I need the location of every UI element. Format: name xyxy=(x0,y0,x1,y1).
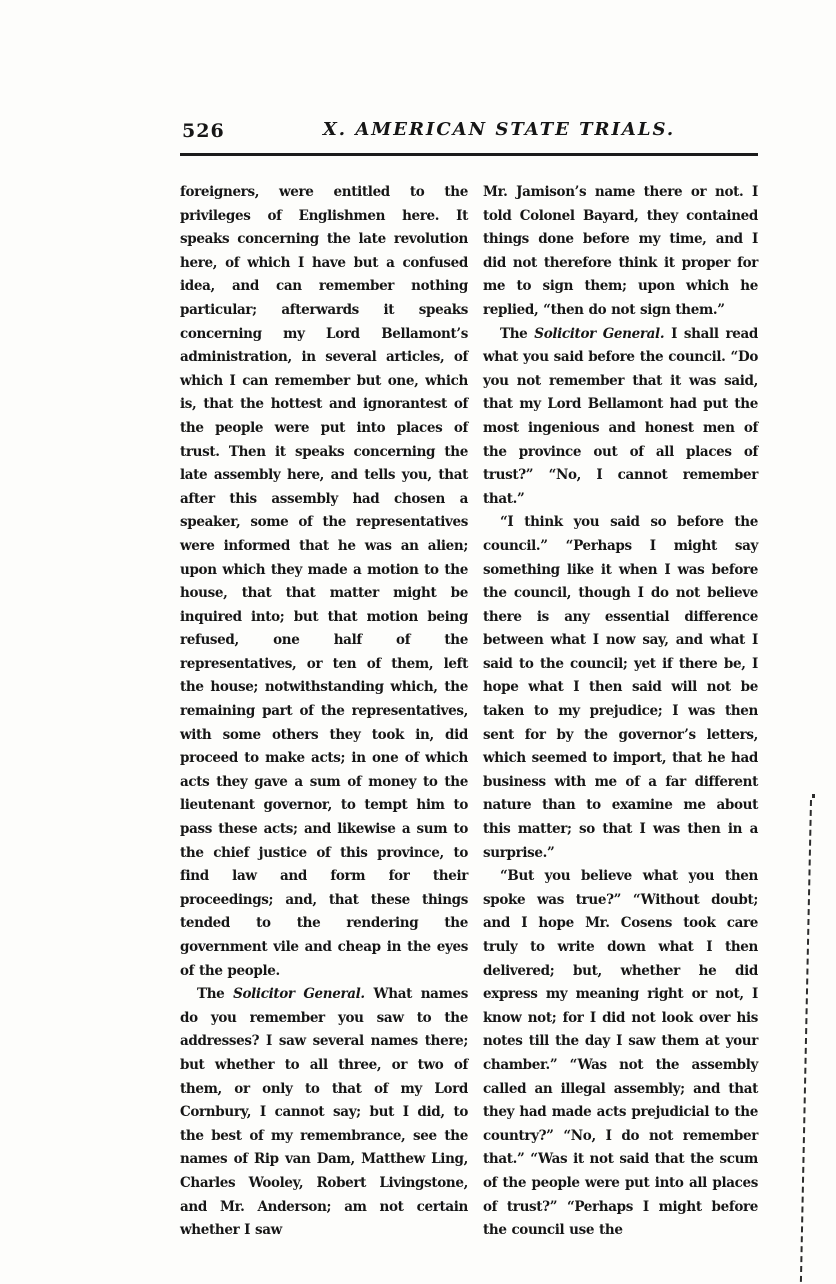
scan-edge-artifact xyxy=(800,800,812,1282)
text-columns xyxy=(180,181,758,1243)
paragraph xyxy=(483,865,758,1243)
paragraph xyxy=(180,983,468,1243)
scan-speck xyxy=(812,794,815,798)
column-right xyxy=(483,181,758,1243)
running-title: X. AMERICAN STATE TRIALS. xyxy=(322,119,676,140)
paragraph xyxy=(483,181,758,323)
body-text: I shall read what you said before the council. “Do you not remember that it was said, that my Lord Bellamont had put the most ingenious and honest men of the province out of all places of trust?” “No, I cannot remember that.” xyxy=(483,325,758,507)
body-text: The xyxy=(197,986,234,1003)
header-rule xyxy=(180,153,758,156)
body-text: “But you believe what you then spoke was true?” “Without doubt; and I hope Mr. Cosens took care truly to write down what I then delivered; but, whether he did express my meaning right or not, I know not; for I did not look over his notes till the day I saw them at your chamber.” “Was not the assembly called an illegal assembly; and that they had made acts prejudicial to the country?” “No, I do not remember that.” “Was it not said that the scum of the people were put into all places of trust?” “Perhaps I might before the council use the xyxy=(483,868,758,1239)
body-text: The xyxy=(500,325,535,342)
body-text: “I think you said so before the council.” “Perhaps I might say something like it when I was before the council, though I do not believe there is any essential difference between what I now say, and what I said to the council; yet if there be, I hope what I then said will not be taken to my prejudice; I was then sent for by the governor’s letters, which seemed to import, that he had business with me of a far different nature than to examine me about this matter; so that I was then in a surprise.” xyxy=(483,514,758,861)
speaker-name: Solicitor General. xyxy=(233,986,365,1003)
body-text: foreigners, were entitled to the privileges of Englishmen here. It speaks concerning the late revolution here, of which I have but a confused idea, and can remember nothing particular; afterwards it speaks concerning my Lord Bellamont’s administration, in several articles, of which I can remember but one, which is, that the hottest and ignorantest of the people were put into places of trust. Then it speaks concerning the late assembly here, and tells you, that after this assembly had chosen a speaker, some of the representatives were informed that he was an alien; upon which they made a motion to the house, that that matter might be inquired into; but that motion being refused, one half of the representatives, or ten of them, left the house; notwithstanding which, the remaining part of the representatives, with some others they took in, did proceed to make acts; in one of which acts they gave a sum of money to the lieutenant governor, to tempt him to pass these acts; and likewise a sum to the chief justice of this province, to find law and form for their proceedings; and, that these things tended to the rendering the government vile and cheap in the eyes of the people. xyxy=(180,184,468,979)
body-text: What names do you remember you saw to the addresses? I saw several names there; but whether to all three, or two of them, or only to that of my Lord Cornbury, I cannot say; but I did, to the best of my remembrance, see the names of Rip van Dam, Matthew Ling, Charles Wooley, Robert Livingstone, and Mr. Anderson; am not certain whether I saw xyxy=(180,986,468,1239)
paragraph xyxy=(180,181,468,983)
body-text: Mr. Jamison’s name there or not. I told Colonel Bayard, they contained things done before my time, and I did not therefore think it proper for me to sign them; upon which he replied, “then do not sign them.” xyxy=(483,184,758,318)
running-head xyxy=(180,118,758,148)
paragraph xyxy=(483,323,758,512)
column-left xyxy=(180,181,468,1243)
page-number: 526 xyxy=(182,120,225,142)
speaker-name: Solicitor General. xyxy=(534,325,665,342)
paragraph xyxy=(483,511,758,865)
